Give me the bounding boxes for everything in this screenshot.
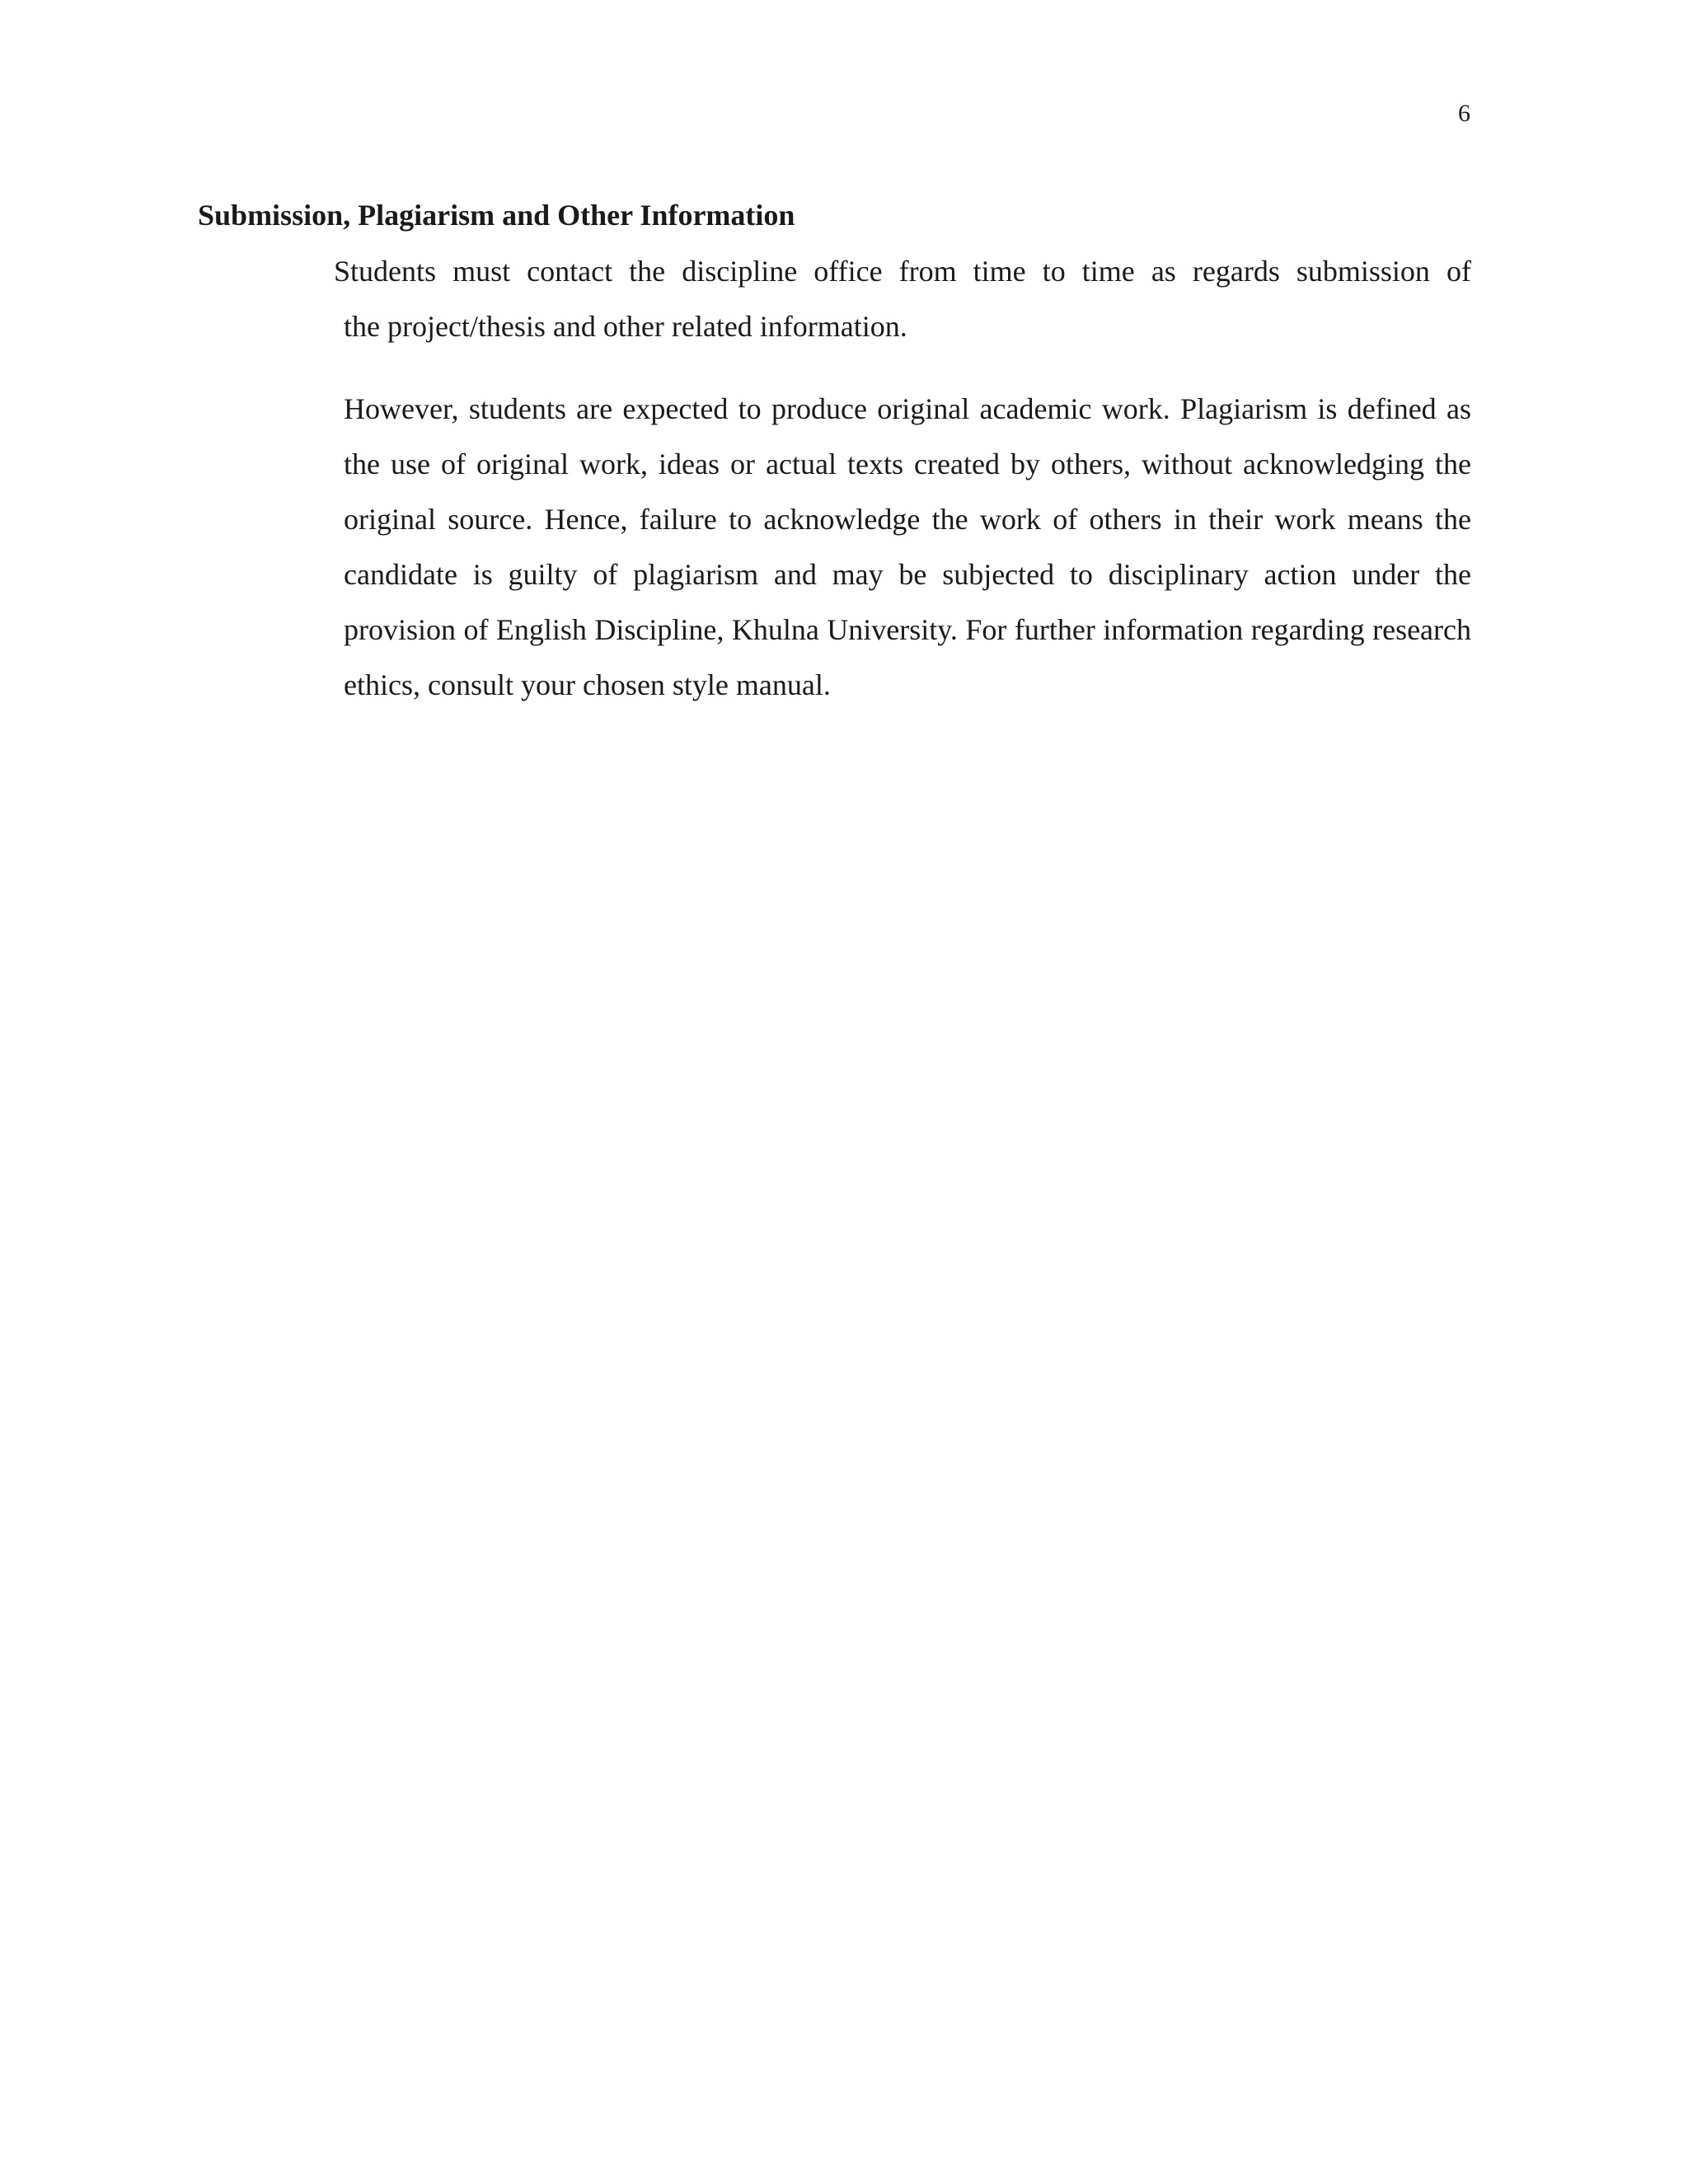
section-heading: Submission, Plagiarism and Other Information bbox=[198, 199, 795, 232]
page-number: 6 bbox=[1458, 100, 1470, 127]
paragraph-submission-line-1: Students must contact the discipline office from time to time as regards submission of bbox=[334, 255, 1471, 288]
paragraph-plagiarism: However, students are expected to produce original academic work. Plagiarism is defined as the use of original work, ideas or actual texts created by others, without acknowledging the original source. Hence, failure to acknowledge the work of others in their work means the candidate is guilty of plagiarism and may be subjected to disciplinary action under the provision of English Discipline, Khulna University. For further information regarding research ethics, consult your chosen style manual. bbox=[344, 392, 1471, 701]
paragraph-submission-line-2: the project/thesis and other related information. bbox=[344, 310, 907, 343]
paragraph-submission bbox=[334, 244, 1471, 354]
